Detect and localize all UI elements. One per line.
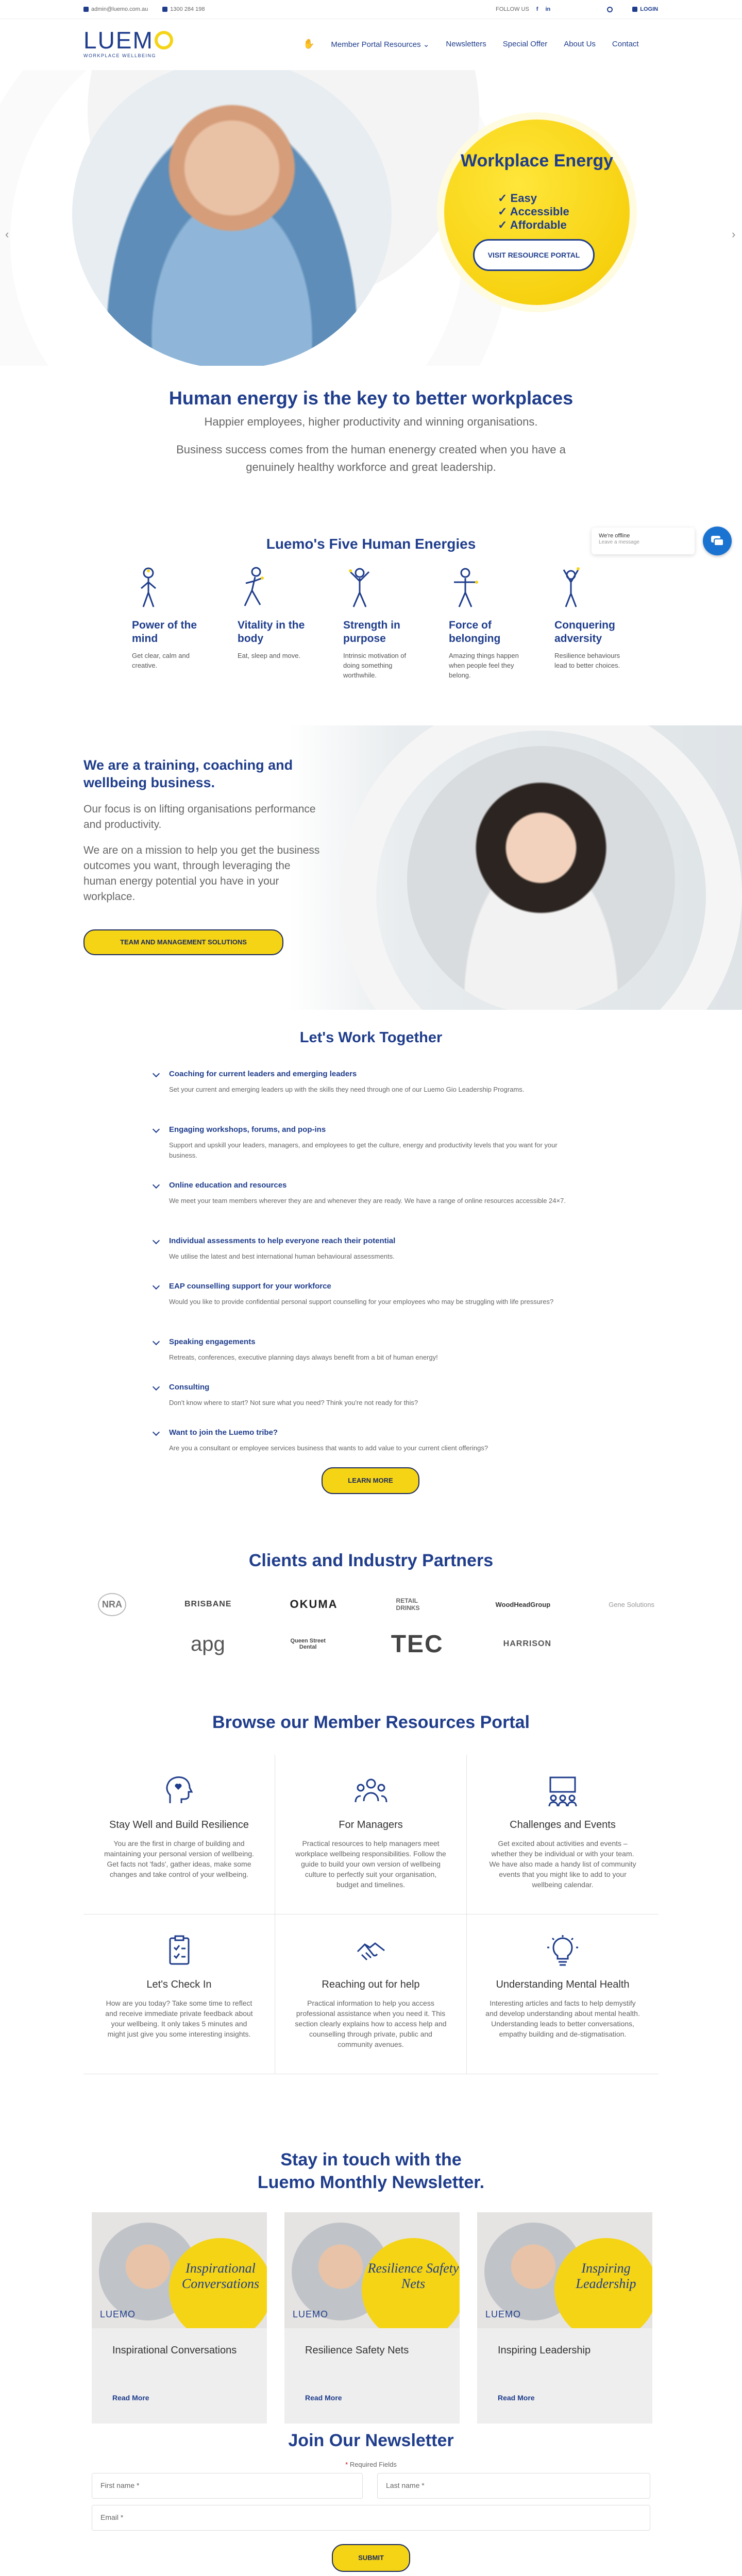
top-email[interactable]: admin@luemo.com.au: [83, 6, 148, 12]
accordion-item[interactable]: Individual assessments to help everyone reach their potential We utilise the latest and best international human behavioural assessments.: [151, 1236, 595, 1262]
last-name-field[interactable]: Last name *: [377, 2473, 650, 2499]
badge-point: ✓ Affordable: [498, 218, 567, 231]
energy-item: Conquering adversity Resilience behaviours lead to better choices.: [554, 566, 632, 680]
newsletter-card[interactable]: Resilience Safety Nets LUEMO Resilience Safety Nets Read More: [284, 2212, 460, 2424]
energies-title: Luemo's Five Human Energies: [266, 536, 476, 552]
newsletter-cards: [92, 2212, 652, 2424]
accordion-item[interactable]: EAP counselling support for your workforce Would you like to provide confidential personal support counselling for your employees who may be struggling with life pressures?: [151, 1282, 595, 1307]
energy-item: Force of belonging Amazing things happen when people feel they belong.: [449, 566, 526, 680]
visit-resource-portal-button[interactable]: VISIT RESOURCE PORTAL: [473, 239, 595, 271]
partner-logo: TEC: [391, 1630, 444, 1658]
portal-card[interactable]: Understanding Mental Health Interesting articles and facts to help demystify and develop understanding about mental health. Understanding leads to better conversations, empathy building and de-stigmatisation.: [467, 1914, 659, 2074]
portal-card[interactable]: Let's Check In How are you today? Take some time to reflect and receive immediate private feedback about your wellbeing. It only takes 5 minutes and might just give you some interesting insights.: [83, 1914, 275, 2074]
search-icon[interactable]: [607, 7, 613, 12]
portal-card[interactable]: For Managers Practical resources to help managers meet workplace wellbeing responsibilities. Follow the guide to build your own version of wellbeing culture to perfectly suit your organisation, budget and timelines.: [275, 1755, 467, 1914]
chat-offline-bubble[interactable]: We're offline Leave a message: [592, 528, 695, 554]
login-link[interactable]: LOGIN: [632, 6, 658, 12]
portal-card[interactable]: Stay Well and Build Resilience You are the first in charge of building and maintaining your personal version of wellbeing. Get facts not 'fads', gather ideas, make some changes and take control of your wellbeing.: [83, 1755, 275, 1914]
intro-subtitle: Happier employees, higher productivity and winning organisations.: [204, 415, 538, 428]
first-name-field[interactable]: First name *: [92, 2473, 363, 2499]
badge-point: ✓ Easy: [498, 192, 537, 205]
linkedin-icon[interactable]: in: [545, 6, 551, 12]
mind-figure-icon: [133, 566, 164, 609]
workplace-energy-badge: [444, 120, 630, 305]
chevron-down-icon: ⌄: [423, 40, 430, 49]
vitality-figure-icon: [239, 566, 269, 609]
nav-member-portal[interactable]: Member Portal Resources ⌄: [331, 40, 430, 49]
energy-item: Vitality in the body Eat, sleep and move.: [238, 566, 315, 680]
newsletter-title: Stay in touch with the Luemo Monthly Newsletter.: [257, 2150, 485, 2192]
slider-next-icon[interactable]: ›: [732, 228, 736, 241]
presentation-icon: [546, 1774, 579, 1807]
work-together-title: Let's Work Together: [299, 1029, 443, 1046]
partner-logo: OKUMA: [290, 1598, 338, 1611]
luemo-logo[interactable]: LUEM WORKPLACE WELLBEING: [83, 28, 173, 58]
partner-logo: apg: [191, 1632, 225, 1655]
hand-icon: ✋: [303, 39, 315, 49]
partner-logo: RETAIL DRINKS: [396, 1597, 420, 1612]
managers-group-icon: [355, 1774, 387, 1807]
intro-text: Business success comes from the human enenergy created when you have a genuinely healthy workforce and great leadership.: [176, 443, 566, 473]
badge-point: ✓ Accessible: [498, 205, 569, 218]
submit-button[interactable]: SUBMIT: [332, 2544, 410, 2572]
facebook-icon[interactable]: f: [536, 6, 538, 12]
training-title: We are a training, coaching and wellbeing business.: [83, 757, 293, 790]
accordion-item[interactable]: Want to join the Luemo tribe? Are you a consultant or employee services business that wants to add value to your current client offerings?: [151, 1428, 595, 1453]
required-note: * Required Fields: [345, 2461, 397, 2468]
accordion-item[interactable]: Coaching for current leaders and emerging leaders Set your current and emerging leaders up with the skills they need through one of our Luemo Gio Leadership Programs.: [151, 1070, 595, 1095]
energy-item: Strength in purpose Intrinsic motivation of doing something worthwhile.: [343, 566, 420, 680]
join-newsletter-title: Join Our Newsletter: [288, 2431, 454, 2450]
partners-title: Clients and Industry Partners: [248, 1551, 494, 1570]
accordion-item[interactable]: Speaking engagements Retreats, conferences, executive planning days always benefit from a bit of human energy!: [151, 1337, 595, 1363]
portal-title: Browse our Member Resources Portal: [212, 1713, 530, 1732]
woman-photo: [407, 746, 675, 1010]
hero-man-photo: [72, 70, 392, 366]
portal-card[interactable]: Reaching out for help Practical information to help you access professional assistance when you need it. This section clearly explains how to access help and counselling through private, public and community avenues.: [275, 1914, 467, 2074]
main-nav: [0, 19, 742, 70]
accordion-item[interactable]: Online education and resources We meet your team members wherever they are and whenever they are ready. We have a range of online resources accessible 24×7.: [151, 1181, 595, 1206]
slider-prev-icon[interactable]: ‹: [5, 228, 9, 241]
card-image: Resilience Safety Nets LUEMO: [284, 2212, 460, 2328]
top-phone[interactable]: 1300 284 198: [162, 6, 205, 12]
partner-logo: Queen Street Dental: [290, 1638, 326, 1650]
partner-logo: BRISBANE: [184, 1600, 232, 1608]
partner-logo: NRA: [98, 1593, 126, 1616]
follow-label: FOLLOW US: [496, 6, 529, 12]
read-more-link[interactable]: Read More: [498, 2394, 535, 2402]
intro-title: Human energy is the key to better workplaces: [168, 387, 574, 409]
read-more-link[interactable]: Read More: [305, 2394, 342, 2402]
accordion-item[interactable]: Consulting Don't know where to start? Not sure what you need? Think you're not ready for this?: [151, 1383, 595, 1408]
newsletter-card[interactable]: Inspiring Leadership LUEMO Inspiring Leadership Read More: [477, 2212, 652, 2424]
training-p1: Our focus is on lifting organisations performance and productivity.: [83, 803, 316, 831]
nav-about-us[interactable]: About Us: [564, 40, 596, 48]
card-image: Inspiring Leadership LUEMO: [477, 2212, 652, 2328]
training-p2: We are on a mission to help you get the business outcomes you want, through leveraging the human energy potential you have in your workplace.: [83, 844, 320, 903]
energies-list: [132, 566, 632, 680]
hero-slider: [0, 70, 742, 366]
handshake-icon: [355, 1934, 387, 1967]
learn-more-button[interactable]: LEARN MORE: [322, 1467, 419, 1494]
portal-card[interactable]: Challenges and Events Get excited about activities and events – whether they be individual or with your team. We have also made a handy list of community events that you might like to add to your wellbeing calendar.: [467, 1755, 659, 1914]
read-more-link[interactable]: Read More: [112, 2394, 149, 2402]
belonging-figure-icon: [450, 566, 481, 609]
partner-logo: WoodHeadGroup: [495, 1600, 551, 1608]
logo-o-ring: [155, 31, 173, 49]
nav-newsletters[interactable]: Newsletters: [446, 40, 486, 48]
chat-icon: [703, 527, 732, 555]
training-section: [0, 725, 742, 1010]
email-field[interactable]: Email *: [92, 2505, 650, 2531]
partner-logo: HARRISON: [503, 1639, 551, 1648]
badge-title: Workplace Energy: [460, 151, 614, 171]
mail-icon: [83, 7, 89, 12]
user-icon: [632, 7, 637, 12]
card-image: Inspirational Conversations LUEMO: [92, 2212, 267, 2328]
nav-contact[interactable]: Contact: [612, 40, 639, 48]
chat-launcher-button[interactable]: [703, 527, 732, 555]
top-bar: [0, 0, 742, 19]
newsletter-card[interactable]: Inspirational Conversations LUEMO Inspirational Conversations Read More: [92, 2212, 267, 2424]
lightbulb-icon: [546, 1934, 579, 1967]
portal-grid: [83, 1755, 659, 2074]
adversity-figure-icon: [555, 566, 586, 609]
team-management-solutions-button[interactable]: TEAM AND MANAGEMENT SOLUTIONS: [83, 929, 283, 955]
strength-figure-icon: [344, 566, 375, 609]
head-heart-icon: [163, 1774, 196, 1807]
energy-item: Power of the mind Get clear, calm and creative.: [132, 566, 209, 680]
partner-logo: Gene Solutions: [609, 1600, 654, 1608]
clipboard-check-icon: [163, 1934, 196, 1967]
nav-special-offer[interactable]: Special Offer: [502, 40, 548, 48]
phone-icon: [162, 7, 167, 12]
accordion-item[interactable]: Engaging workshops, forums, and pop-ins Support and upskill your leaders, managers, and employees to get the culture, energy and productivity levels that you want for your business.: [151, 1125, 595, 1161]
